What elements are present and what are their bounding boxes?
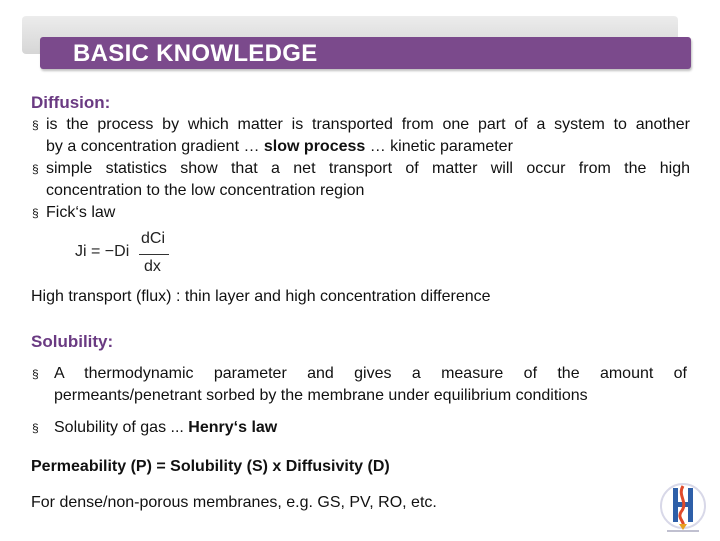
institution-logo [655, 480, 711, 536]
formula-numerator: dCi [141, 230, 166, 247]
text-segment: by a concentration gradient … [46, 138, 264, 155]
ficks-law-formula [75, 230, 185, 278]
bullet-text: simple statistics show that a net transport of matter will occur from the high [46, 160, 690, 177]
bullet-marker: § [32, 367, 39, 381]
solubility-heading: Solubility: [31, 332, 114, 351]
solubility-bullets-2 [32, 417, 687, 439]
membrane-examples: For dense/non-porous membranes, e.g. GS, PV, RO, etc. [31, 494, 437, 511]
bullet-text-continued [46, 136, 690, 158]
bullet-marker: § [32, 118, 39, 132]
bullet-marker: § [32, 206, 39, 220]
bullet-text-continued: concentration to the low concentration region [46, 182, 365, 199]
fraction-bar [139, 254, 169, 255]
bullet-text: is the process by which matter is transported from one part of a system to another [46, 116, 690, 133]
bullet-text: Fick‘s law [46, 204, 116, 221]
diffusion-heading: Diffusion: [31, 93, 111, 112]
diffusion-flux-note: High transport (flux) : thin layer and high concentration difference [31, 288, 491, 305]
formula-lhs: Ji = −Di [75, 243, 130, 260]
slide-title: BASIC KNOWLEDGE [73, 40, 318, 67]
bullet-text: A thermodynamic parameter and gives a measure of the amount of [54, 365, 687, 382]
bullet-text [54, 417, 687, 439]
solubility-bullet-thermodynamic [32, 363, 687, 407]
emphasis-henrys-law: Henry‘s law [188, 419, 278, 436]
text-segment: Solubility of gas ... [54, 419, 189, 436]
solubility-bullets [32, 363, 687, 407]
bullet-text-continued: permeants/penetrant sorbed by the membrane under equilibrium conditions [54, 387, 588, 404]
diffusion-bullet-definition [32, 114, 690, 158]
text-segment: … kinetic parameter [365, 138, 513, 155]
permeability-equation: Permeability (P) = Solubility (S) x Diffusivity (D) [31, 458, 390, 475]
diffusion-bullet-statistics [32, 158, 690, 202]
emphasis-slow-process: slow process [263, 138, 366, 155]
formula-denominator: dx [144, 258, 161, 275]
diffusion-bullets [32, 114, 690, 224]
bullet-marker: § [32, 162, 39, 176]
bullet-marker: § [32, 421, 39, 435]
diffusion-bullet-ficks-law [32, 202, 690, 224]
solubility-bullet-henrys-law [32, 417, 687, 439]
